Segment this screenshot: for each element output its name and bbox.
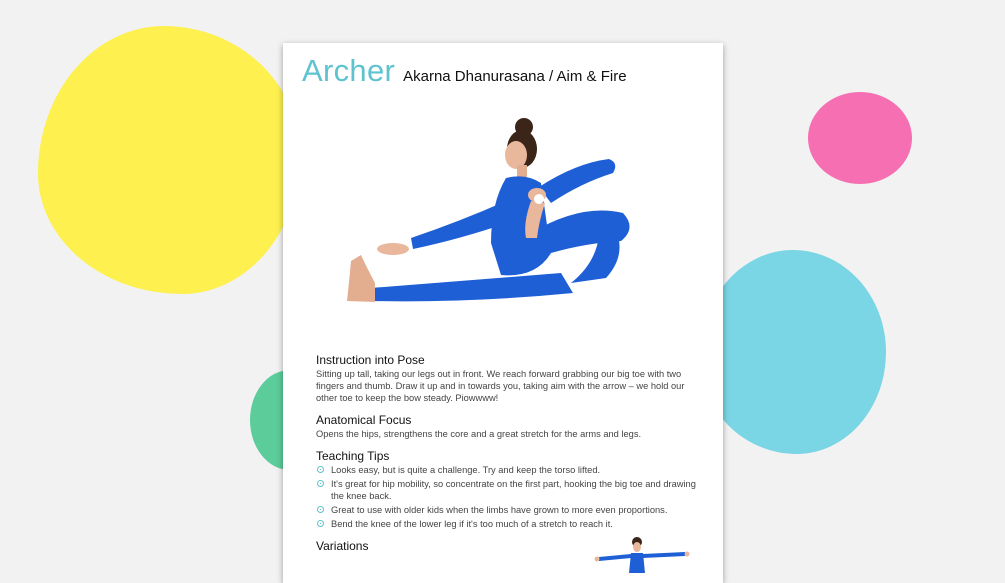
pose-subtitle: Akarna Dhanurasana / Aim & Fire bbox=[403, 68, 627, 85]
bullet-icon bbox=[317, 480, 324, 487]
anatomical-section bbox=[316, 413, 696, 440]
decorative-yellow-blob bbox=[38, 26, 300, 294]
list-item bbox=[316, 464, 696, 476]
decorative-pink-blob bbox=[808, 92, 912, 184]
worksheet-page bbox=[283, 43, 723, 583]
tip-text: Bend the knee of the lower leg if it's too much of a stretch to reach it. bbox=[331, 519, 613, 529]
bullet-icon bbox=[317, 506, 324, 513]
instruction-heading: Instruction into Pose bbox=[316, 353, 425, 367]
tip-text: Great to use with older kids when the limbs have grown to more even proportions. bbox=[331, 505, 668, 515]
pose-photo bbox=[341, 103, 649, 313]
pose-content bbox=[316, 353, 696, 562]
variation-photo bbox=[593, 533, 693, 573]
list-item bbox=[316, 518, 696, 530]
bullet-icon bbox=[317, 466, 324, 473]
list-item bbox=[316, 504, 696, 516]
tips-heading: Teaching Tips bbox=[316, 449, 390, 463]
decorative-teal-blob bbox=[700, 250, 886, 454]
tip-text: Looks easy, but is quite a challenge. Try and keep the torso lifted. bbox=[331, 465, 601, 475]
tips-list bbox=[316, 464, 696, 530]
instruction-section bbox=[316, 353, 696, 404]
pose-title: Archer bbox=[302, 53, 396, 88]
tips-section bbox=[316, 449, 696, 530]
list-item bbox=[316, 478, 696, 502]
anatomical-text: Opens the hips, strengthens the core and a great stretch for the arms and legs. bbox=[316, 429, 642, 439]
bullet-icon bbox=[317, 520, 324, 527]
variations-heading: Variations bbox=[316, 539, 369, 553]
tip-text: It's great for hip mobility, so concentrate on the first part, hooking the big toe and drawing the knee back. bbox=[331, 479, 696, 501]
instruction-text: Sitting up tall, taking our legs out in front. We reach forward grabbing our big toe with two fingers and thumb. Draw it up and in towards you, taking aim with the arrow – we hold our other toe to keep the bow steady. Piowwww! bbox=[316, 369, 685, 403]
title-row bbox=[302, 53, 627, 89]
anatomical-heading: Anatomical Focus bbox=[316, 413, 412, 427]
